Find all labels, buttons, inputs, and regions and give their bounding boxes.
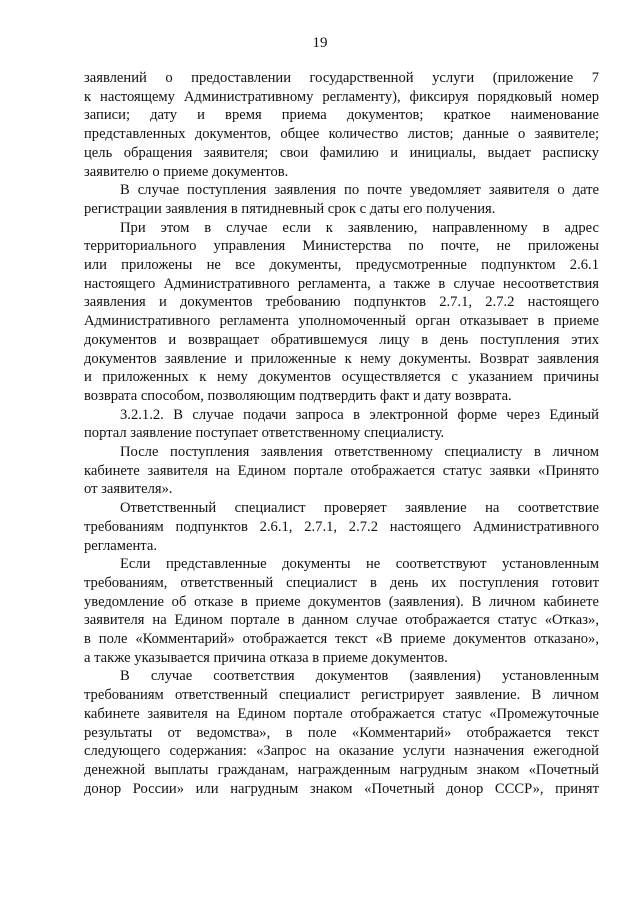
text-line: и приложенных к нему документов осуществляется с указанием причины <box>84 369 599 385</box>
text-line: к настоящему Административному регламенту), фиксируя порядковый номер <box>84 89 599 105</box>
text-line: регистрации заявления в пятидневный срок с даты его получения. <box>84 201 496 217</box>
text-line: донор России» или нагрудным знаком «Почетный донор СССР», принят <box>84 781 599 797</box>
text-line: При этом в случае если к заявлению, направленному в адрес <box>120 220 599 236</box>
text-line: уведомление об отказе в приеме документов (заявления). В личном кабинете <box>84 594 599 610</box>
text-line: документов и возвращает обратившемуся лицу в день поступления этих <box>84 332 599 348</box>
text-line: территориального управления Министерства по почте, не приложены <box>84 238 599 254</box>
text-line: требованиям ответственный специалист регистрирует заявление. В личном <box>84 687 599 703</box>
text-line: заявителю о приеме документов. <box>84 164 289 180</box>
text-line: требованиям подпунктов 2.6.1, 2.7.1, 2.7.2 настоящего Административного <box>84 519 599 535</box>
text-line: В случае соответствия документов (заявления) установленным <box>120 668 599 684</box>
text-line: или приложены не все документы, предусмотренные подпунктом 2.6.1 <box>84 257 599 273</box>
text-line: следующего содержания: «Запрос на оказание услуги назначения ежегодной <box>84 743 599 759</box>
text-line: результаты от ведомства», в поле «Комментарий» отображается текст <box>84 725 599 741</box>
text-line: портал заявление поступает ответственному специалисту. <box>84 425 445 441</box>
text-line: В случае поступления заявления по почте уведомляет заявителя о дате <box>120 182 599 198</box>
text-line: документов заявление и приложенные к нему документы. Возврат заявления <box>84 351 599 367</box>
text-line: настоящего Административного регламента, а также в случае несоответствия <box>84 276 599 292</box>
text-line: заявления и документов требованию подпунктов 2.7.1, 2.7.2 настоящего <box>84 294 599 310</box>
page-number: 19 <box>312 35 328 51</box>
text-line: Административного регламента уполномоченный орган отказывает в приеме <box>84 313 599 329</box>
text-line: регламента. <box>84 538 157 554</box>
text-line: представленных документов, общее количество листов; данные о заявителе; <box>84 126 599 142</box>
text-line: 3.2.1.2. В случае подачи запроса в электронной форме через Единый <box>120 407 599 423</box>
text-line: возврата способом, позволяющим подтвердить факт и дату возврата. <box>84 388 512 404</box>
text-line: денежной выплаты гражданам, награжденным нагрудным знаком «Почетный <box>84 762 599 778</box>
text-line: заявителя на Едином портале в данном случае отображается статус «Отказ», <box>84 612 599 628</box>
text-line: кабинете заявителя на Едином портале отображается статус заявки «Принято <box>84 463 599 479</box>
text-line: заявлений о предоставлении государственной услуги (приложение 7 <box>84 70 599 86</box>
text-line: Если представленные документы не соответствуют установленным <box>120 556 599 572</box>
text-line: После поступления заявления ответственному специалисту в личном <box>120 444 599 460</box>
text-line: цель обращения заявителя; свои фамилию и инициалы, выдает расписку <box>84 145 599 161</box>
text-line: в поле «Комментарий» отображается текст «В приеме документов отказано», <box>84 631 599 647</box>
text-line: записи; дату и время приема документов; краткое наименование <box>84 107 599 123</box>
text-line: Ответственный специалист проверяет заявление на соответствие <box>120 500 599 516</box>
text-line: а также указывается причина отказа в приеме документов. <box>84 650 448 666</box>
text-line: от заявителя». <box>84 481 173 497</box>
text-line: кабинете заявителя на Едином портале отображается статус «Промежуточные <box>84 706 599 722</box>
text-line: требованиям, ответственный специалист в день их поступления готовит <box>84 575 599 591</box>
